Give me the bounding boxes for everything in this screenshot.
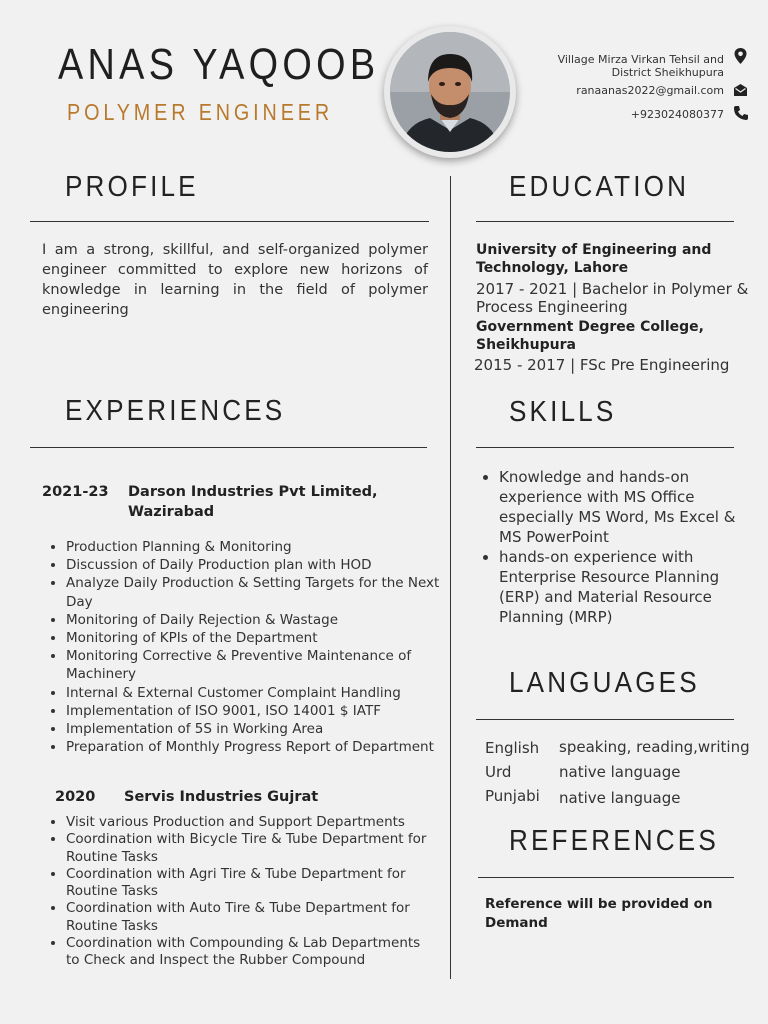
address-line-2: District Sheikhupura bbox=[611, 66, 724, 79]
language-name: Urd bbox=[485, 763, 512, 781]
email-text[interactable]: ranaanas2022@gmail.com bbox=[576, 84, 724, 97]
job-task-list bbox=[42, 538, 446, 756]
skills-rule bbox=[476, 447, 734, 448]
education-institution: Government Degree College, Sheikhupura bbox=[476, 319, 704, 353]
list-item: • Production Planning & Monitoring bbox=[66, 538, 446, 556]
column-divider bbox=[450, 176, 451, 979]
candidate-name: ANAS YAQOOB bbox=[58, 40, 380, 89]
education-entry bbox=[476, 241, 756, 316]
address-line-1: Village Mirza Virkan Tehsil and bbox=[557, 53, 724, 66]
references-text: Reference will be provided on Demand bbox=[485, 896, 713, 931]
list-item: • Implementation of 5S in Working Area bbox=[66, 720, 446, 738]
list-item: • Coordination with Auto Tire & Tube Department for Routine Tasks bbox=[66, 900, 431, 935]
profile-photo bbox=[384, 26, 516, 158]
language-level: native language bbox=[559, 789, 681, 807]
list-item: • Monitoring of KPIs of the Department bbox=[66, 629, 446, 647]
list-item: • hands-on experience with Enterprise Resource Planning (ERP) and Material Resource Planning (MRP) bbox=[499, 547, 761, 627]
language-level: native language bbox=[559, 763, 681, 781]
profile-heading: PROFILE bbox=[65, 171, 199, 203]
list-item: • Knowledge and hands-on experience with MS Office especially MS Word, Ms Excel & MS PowerPoint bbox=[499, 467, 761, 547]
list-item: • Coordination with Agri Tire & Tube Department for Routine Tasks bbox=[66, 866, 431, 901]
job-company: Darson Industries Pvt Limited, Wazirabad bbox=[128, 484, 378, 520]
list-item: • Monitoring of Daily Rejection & Wastage bbox=[66, 611, 446, 629]
education-rule bbox=[476, 221, 734, 222]
list-item: • Preparation of Monthly Progress Report of Department bbox=[66, 738, 446, 756]
phone-icon bbox=[733, 105, 749, 121]
language-name: English bbox=[485, 739, 540, 757]
address-block bbox=[558, 53, 724, 79]
education-detail: 2017 - 2021 | Bachelor in Polymer & Process Engineering bbox=[476, 280, 749, 316]
avatar-portrait bbox=[390, 32, 510, 152]
list-item: • Implementation of ISO 9001, ISO 14001 $ IATF bbox=[66, 702, 446, 720]
experiences-heading: EXPERIENCES bbox=[65, 395, 286, 427]
job-years: 2020 bbox=[55, 789, 96, 805]
experiences-rule bbox=[30, 447, 427, 448]
list-item: • Internal & External Customer Complaint Handling bbox=[66, 684, 446, 702]
languages-rule bbox=[476, 719, 734, 720]
references-rule bbox=[478, 877, 734, 878]
job-company: Servis Industries Gujrat bbox=[124, 789, 319, 805]
education-entry bbox=[476, 318, 756, 354]
language-name: Punjabi bbox=[485, 787, 540, 805]
skills-heading: SKILLS bbox=[509, 396, 617, 428]
phone-text[interactable]: +923024080377 bbox=[630, 108, 724, 121]
list-item: • Coordination with Bicycle Tire & Tube Department for Routine Tasks bbox=[66, 831, 431, 866]
education-institution: University of Engineering and Technology, Lahore bbox=[476, 242, 712, 276]
education-detail: 2015 - 2017 | FSc Pre Engineering bbox=[474, 356, 730, 374]
list-item: • Analyze Daily Production & Setting Targets for the Next Day bbox=[66, 574, 446, 610]
list-item: • Visit various Production and Support Departments bbox=[66, 814, 431, 831]
references-heading: REFERENCES bbox=[509, 825, 719, 857]
job-years: 2021-23 bbox=[42, 484, 109, 500]
languages-heading: LANGUAGES bbox=[509, 667, 700, 699]
skills-list bbox=[477, 467, 761, 627]
profile-rule bbox=[30, 221, 429, 222]
list-item: • Coordination with Compounding & Lab Departments to Check and Inspect the Rubber Compound bbox=[66, 935, 431, 970]
list-item: • Discussion of Daily Production plan with HOD bbox=[66, 556, 446, 574]
mail-icon bbox=[733, 83, 748, 97]
language-level: speaking, reading,writing bbox=[559, 738, 750, 756]
job-task-list bbox=[42, 814, 431, 970]
profile-text: I am a strong, skillful, and self-organized polymer engineer committed to explore new horizons of knowledge in learning in the field of polymer engineering bbox=[42, 242, 428, 318]
education-heading: EDUCATION bbox=[509, 171, 690, 203]
job-title: POLYMER ENGINEER bbox=[67, 99, 333, 125]
list-item: • Monitoring Corrective & Preventive Maintenance of Machinery bbox=[66, 647, 446, 683]
location-pin-icon bbox=[733, 47, 748, 65]
